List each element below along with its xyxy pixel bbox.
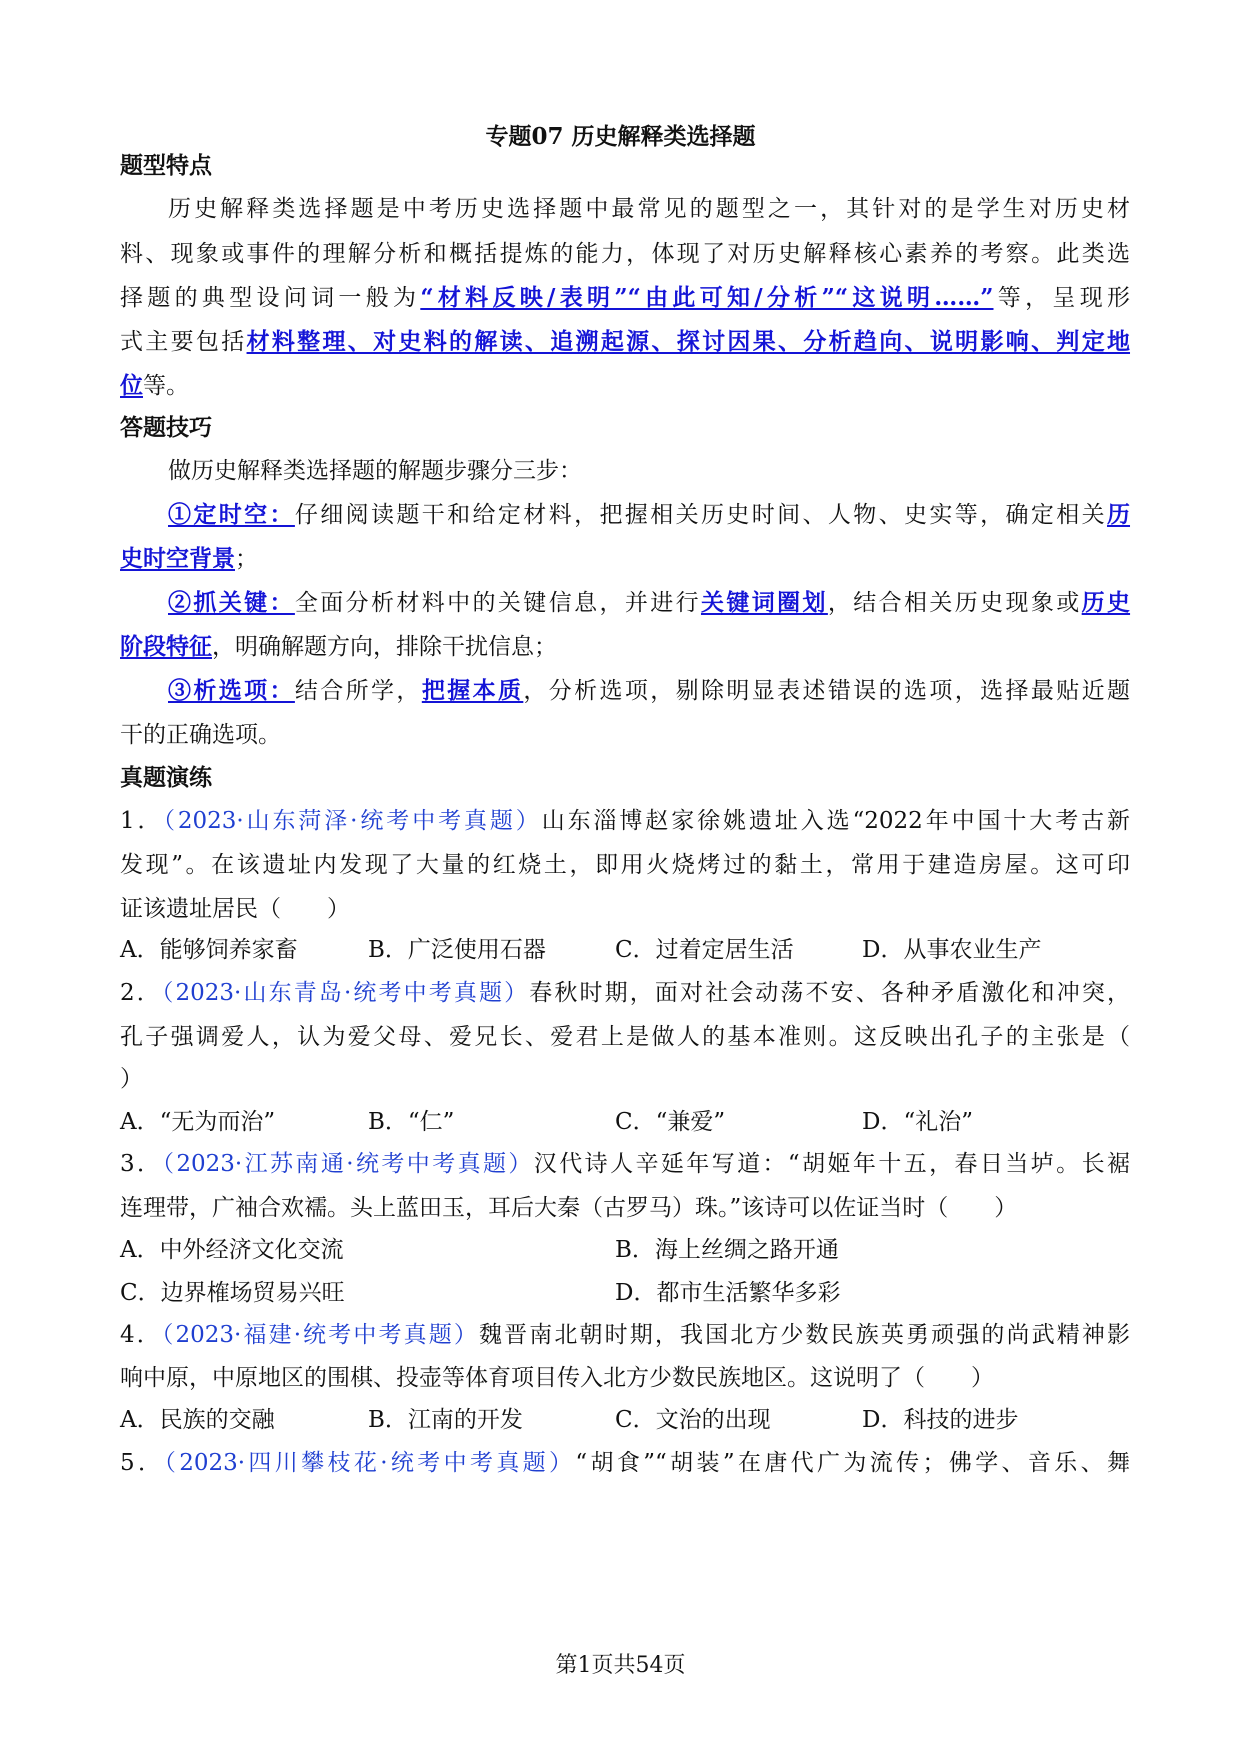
question-source: （2023·山东菏泽·统考中考真题） (163, 808, 542, 834)
question-text: 汉代诗人辛延年写道：“胡姬年十五，春日当垆。长裾 (533, 1151, 1131, 1177)
highlight-term: 历 (1107, 501, 1131, 528)
question-text: 响中原，中原地区的围棋、投壶等体育项目传入北方少数民族地区。这说明了（ ） (120, 1365, 994, 1391)
text-span: ； (235, 546, 258, 572)
question-number: 5． (120, 1450, 165, 1476)
option-c: C．“兼爱” (615, 1109, 726, 1135)
question-number: 1． (120, 808, 164, 834)
highlight-term: 历史 (1081, 589, 1131, 616)
highlight-keywords: “材料反映/表明”“由此可知/分析”“这说明……” (420, 284, 994, 311)
paragraph-line: 做历史解释类选择题的解题步骤分三步： (168, 458, 582, 484)
option-a: A．能够饲养家畜 (120, 937, 298, 963)
option-d: D．从事农业生产 (862, 937, 1042, 963)
paragraph-line: 历史解释类选择题是中考历史选择题中最常见的题型之一，其针对的是学生对历史材 (168, 196, 1130, 222)
page-title: 专题07 历史解释类选择题 (485, 123, 756, 150)
page-footer: 第1页共54页 (555, 1653, 686, 1678)
highlight-term: 关键词圈划 (700, 589, 828, 616)
question-text: 魏晋南北朝时期，我国北方少数民族英勇顽强的尚武精神影 (478, 1322, 1130, 1348)
text-span: 等，呈现形 (993, 285, 1131, 311)
option-d: D．“礼治” (862, 1109, 973, 1135)
option-b: B．江南的开发 (368, 1407, 523, 1433)
highlight-term: 把握本质 (421, 677, 524, 704)
paragraph-line (120, 370, 1130, 402)
question-text: 连理带，广袖合欢襦。头上蓝田玉，耳后大秦（古罗马）珠。”该诗可以佐证当时（ ） (120, 1195, 1018, 1221)
question-3 (120, 1148, 1130, 1180)
paragraph-line (120, 326, 1130, 358)
question-number: 3． (120, 1151, 163, 1177)
step-label: ②抓关键： (168, 589, 295, 616)
step-3-cont: 干的正确选项。 (120, 722, 281, 748)
text-span: ，分析选项，剔除明显表述错误的选项，选择最贴近题 (523, 678, 1131, 704)
question-text: 证该遗址居民（ ） (120, 896, 350, 922)
section-heading-features: 题型特点 (120, 152, 212, 179)
option-a: A．民族的交融 (120, 1407, 275, 1433)
step-label: ①定时空： (168, 501, 295, 528)
text-span: ，明确解题方向，排除干扰信息； (212, 634, 557, 660)
text-span: 仔细阅读题干和给定材料，把握相关历史时间、人物、史实等，确定相关 (294, 502, 1108, 528)
question-text: “胡食”“胡装”在唐代广为流传；佛学、音乐、舞 (575, 1450, 1130, 1476)
question-2 (120, 977, 1130, 1009)
option-d: D．科技的进步 (862, 1407, 1019, 1433)
step-label: ③析选项： (168, 677, 295, 704)
paragraph-line (120, 282, 1130, 314)
question-number: 4． (120, 1322, 162, 1348)
option-a: A．中外经济文化交流 (120, 1237, 344, 1263)
option-c: C．过着定居生活 (615, 937, 794, 963)
step-2 (168, 587, 1130, 619)
question-number: 2． (120, 980, 162, 1006)
question-text: 春秋时期，面对社会动荡不安、各种矛盾激化和冲突， (529, 980, 1130, 1006)
option-b: B．海上丝绸之路开通 (615, 1237, 839, 1263)
text-span: ，结合相关历史现象或 (827, 590, 1082, 616)
highlight-forms: 位 (120, 372, 143, 399)
question-source: （2023·福建·统考中考真题） (161, 1322, 479, 1348)
question-5 (120, 1447, 1130, 1479)
question-text: 孔子强调爱人，认为爱父母、爱兄长、爱君上是做人的基本准则。这反映出孔子的主张是（ (120, 1024, 1130, 1050)
question-text: 山东淄博赵家徐姚遗址入选“2022年中国十大考古新 (541, 808, 1130, 834)
text-span: 等。 (143, 373, 189, 399)
option-c: C．边界榷场贸易兴旺 (120, 1280, 345, 1306)
question-source: （2023·四川攀枝花·统考中考真题） (164, 1450, 576, 1476)
option-b: B．“仁” (368, 1109, 455, 1135)
option-b: B．广泛使用石器 (368, 937, 546, 963)
question-source: （2023·江苏南通·统考中考真题） (162, 1151, 534, 1177)
step-3 (168, 675, 1130, 707)
text-span: 择题的典型设问词一般为 (120, 285, 421, 311)
option-d: D．都市生活繁华多彩 (615, 1280, 841, 1306)
text-span: 式主要包括 (120, 329, 247, 355)
question-text: 发现”。在该遗址内发现了大量的红烧土，即用火烧烤过的黏土，常用于建造房屋。这可印 (120, 852, 1130, 878)
option-a: A．“无为而治” (120, 1109, 276, 1135)
section-heading-practice: 真题演练 (120, 764, 212, 791)
step-2-cont (120, 631, 1130, 663)
step-1 (168, 499, 1130, 531)
highlight-term: 阶段特征 (120, 633, 212, 660)
paragraph-line: 料、现象或事件的理解分析和概括提炼的能力，体现了对历史解释核心素养的考察。此类选 (120, 241, 1130, 267)
question-1 (120, 805, 1130, 837)
question-4 (120, 1319, 1130, 1351)
highlight-term: 史时空背景 (120, 545, 235, 572)
section-heading-tips: 答题技巧 (120, 414, 212, 441)
question-text: ） (120, 1066, 143, 1092)
highlight-forms: 材料整理、对史料的解读、追溯起源、探讨因果、分析趋向、说明影响、判定地 (246, 328, 1131, 355)
text-span: 全面分析材料中的关键信息，并进行 (294, 590, 701, 616)
question-source: （2023·山东青岛·统考中考真题） (161, 980, 530, 1006)
text-span: 结合所学， (294, 678, 422, 704)
option-c: C．文治的出现 (615, 1407, 771, 1433)
step-1-cont (120, 543, 1130, 575)
